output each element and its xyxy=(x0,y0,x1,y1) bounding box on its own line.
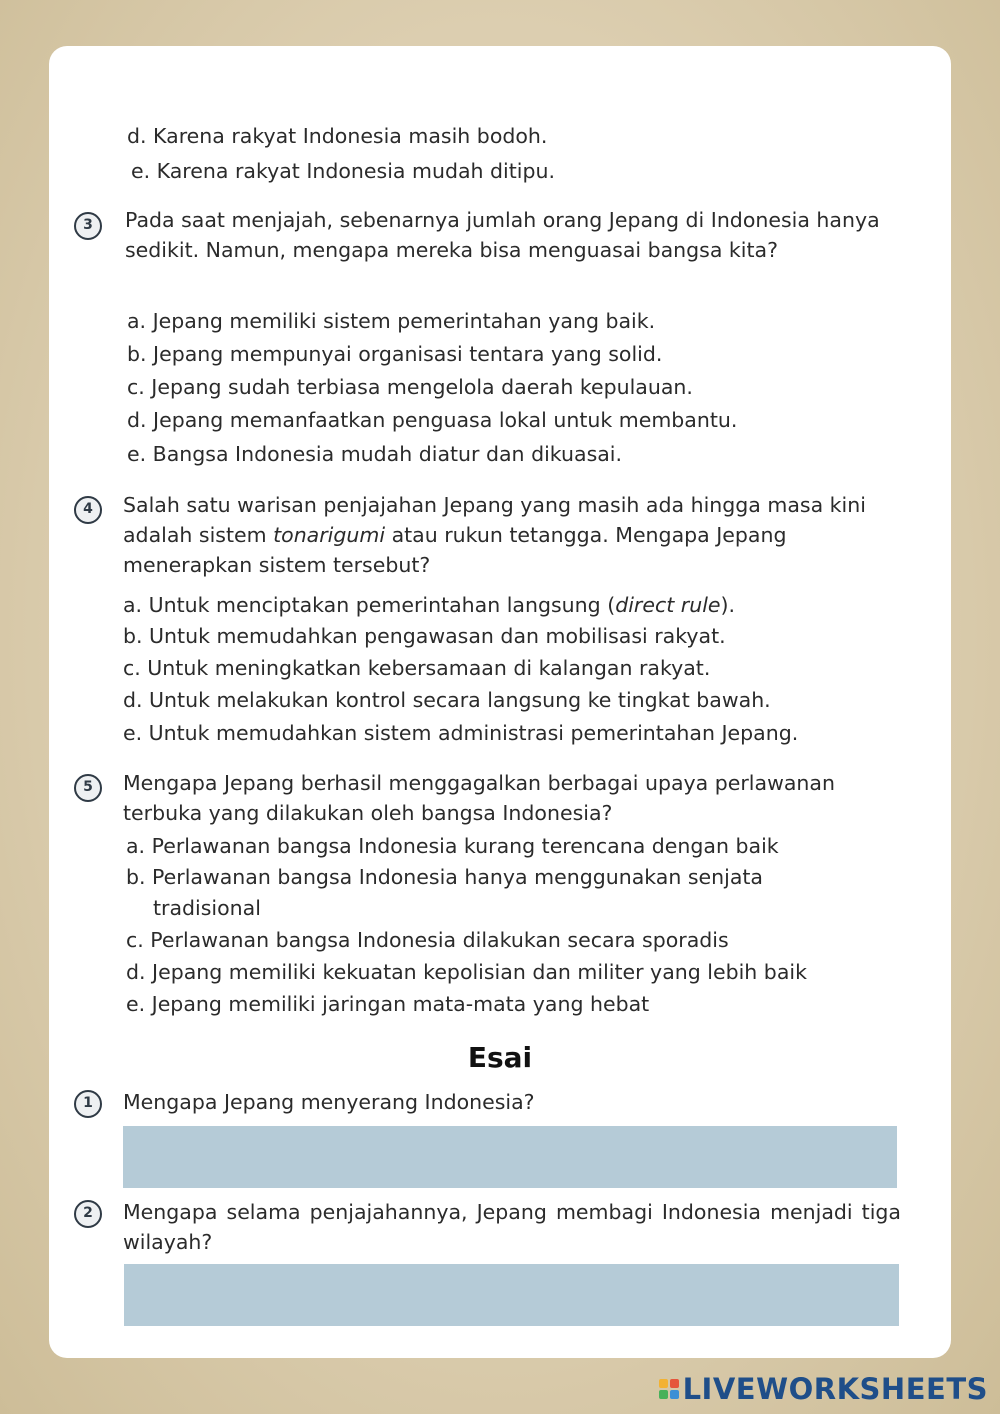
q4-option-a-after: ). xyxy=(720,593,736,617)
logo-square-icon xyxy=(670,1379,679,1388)
brand-name: LIVEWORKSHEETS xyxy=(682,1372,988,1406)
q3-option-d: d. Jepang memanfaatkan penguasa lokal untuk membantu. xyxy=(127,408,738,432)
q5-option-a: a. Perlawanan bangsa Indonesia kurang terencana dengan baik xyxy=(126,834,779,858)
question-4-text-italic: tonarigumi xyxy=(273,523,386,547)
liveworksheets-logo-icon xyxy=(659,1379,679,1399)
question-5-text: Mengapa Jepang berhasil menggagalkan berbagai upaya perlawanan terbuka yang dilakukan oleh bangsa Indonesia? xyxy=(123,771,835,825)
prev-option-e: e. Karena rakyat Indonesia mudah ditipu. xyxy=(131,159,555,183)
q4-option-a-italic: direct rule xyxy=(615,593,721,617)
question-number-badge: 3 xyxy=(74,212,102,240)
prev-option-d: d. Karena rakyat Indonesia masih bodoh. xyxy=(127,124,548,148)
q5-option-d: d. Jepang memiliki kekuatan kepolisian dan militer yang lebih baik xyxy=(126,960,807,984)
logo-square-icon xyxy=(659,1379,668,1388)
q4-option-e: e. Untuk memudahkan sistem administrasi pemerintahan Jepang. xyxy=(123,721,799,745)
essay-answer-2-input[interactable] xyxy=(124,1264,899,1326)
q5-option-b-continued: tradisional xyxy=(153,896,261,920)
essay-question-1-text: Mengapa Jepang menyerang Indonesia? xyxy=(123,1090,535,1114)
q5-option-c: c. Perlawanan bangsa Indonesia dilakukan secara sporadis xyxy=(126,928,729,952)
question-number-badge: 1 xyxy=(74,1090,102,1118)
q3-option-e: e. Bangsa Indonesia mudah diatur dan dikuasai. xyxy=(127,442,623,466)
question-4-text xyxy=(123,490,893,580)
q3-option-b: b. Jepang mempunyai organisasi tentara yang solid. xyxy=(127,342,663,366)
q4-option-a-before: a. Untuk menciptakan pemerintahan langsung ( xyxy=(123,593,616,617)
q4-option-d: d. Untuk melakukan kontrol secara langsung ke tingkat bawah. xyxy=(123,688,771,712)
essay-question-2-text: Mengapa selama penjajahannya, Jepang membagi Indonesia menjadi tiga wilayah? xyxy=(123,1200,901,1254)
logo-square-icon xyxy=(659,1390,668,1399)
question-4-text-before: Salah satu warisan penjajahan Jepang yang masih ada hingga masa kini adalah sistem xyxy=(123,493,866,547)
q4-option-b: b. Untuk memudahkan pengawasan dan mobilisasi rakyat. xyxy=(123,624,726,648)
q5-option-b: b. Perlawanan bangsa Indonesia hanya menggunakan senjata xyxy=(126,865,763,889)
question-number-badge: 2 xyxy=(74,1200,102,1228)
q5-option-e: e. Jepang memiliki jaringan mata-mata yang hebat xyxy=(126,992,650,1016)
question-number-badge: 5 xyxy=(74,774,102,802)
q3-option-c: c. Jepang sudah terbiasa mengelola daerah kepulauan. xyxy=(127,375,693,399)
question-4-text-after: atau rukun tetangga. Mengapa Jepang menerapkan sistem tersebut? xyxy=(123,523,787,577)
logo-square-icon xyxy=(670,1390,679,1399)
q3-option-a: a. Jepang memiliki sistem pemerintahan yang baik. xyxy=(127,309,656,333)
question-number-badge: 4 xyxy=(74,496,102,524)
essay-answer-1-input[interactable] xyxy=(123,1126,897,1188)
q4-option-a xyxy=(123,590,735,620)
question-3-text: Pada saat menjajah, sebenarnya jumlah orang Jepang di Indonesia hanya sedikit. Namun, mengapa mereka bisa menguasai bangsa kita? xyxy=(125,208,880,262)
q4-option-c: c. Untuk meningkatkan kebersamaan di kalangan rakyat. xyxy=(123,656,711,680)
liveworksheets-logo xyxy=(659,1372,988,1406)
essay-title: Esai xyxy=(467,1041,533,1074)
